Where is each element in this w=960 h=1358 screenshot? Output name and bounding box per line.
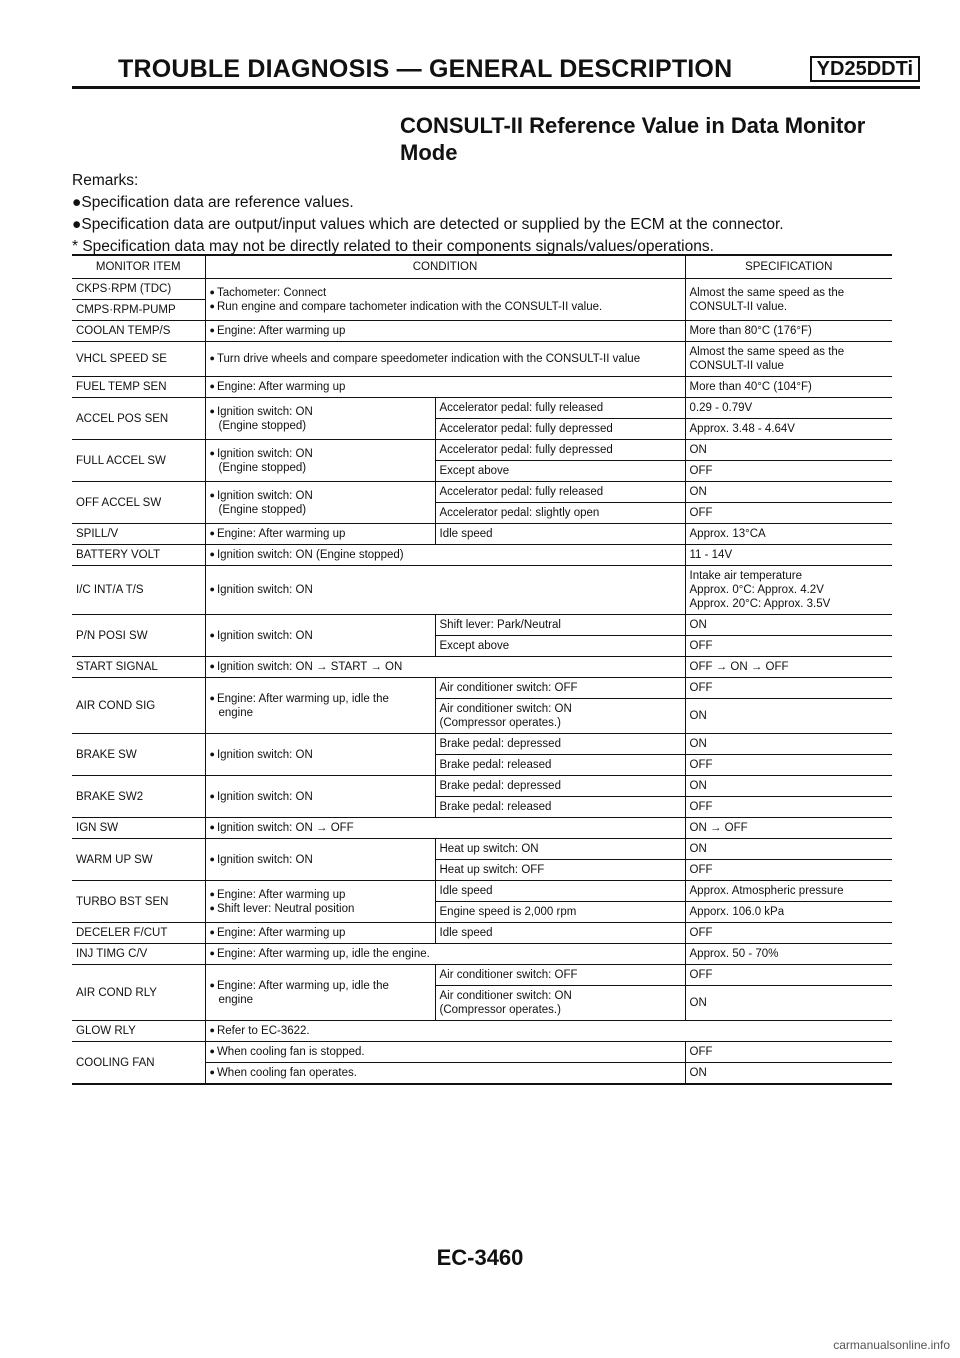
header-monitor-item: MONITOR ITEM [72,255,205,279]
table-row: CKPS·RPM (TDC) ● Tachometer: Connect ● Run engine and compare tachometer indication with the CONSULT-II value. Almost the same speed as the CONSULT-II value. [72,279,892,300]
page-number: EC-3460 [436,1245,524,1270]
table-row: GLOW RLY ● Refer to EC-3622. [72,1021,892,1042]
table-row: FUEL TEMP SEN ● Engine: After warming up More than 40°C (104°F) [72,377,892,398]
header-title: TROUBLE DIAGNOSIS — GENERAL DESCRIPTION [118,55,733,83]
remark-item: ●Specification data are reference values. [72,194,354,211]
table-row: WARM UP SW ● Ignition switch: ON Heat up switch: ON ON [72,839,892,860]
table-row: BRAKE SW2 ● Ignition switch: ON Brake pedal: depressed ON [72,776,892,797]
table-row: Except above OFF [72,636,892,657]
table-row: BATTERY VOLT ● Ignition switch: ON (Engine stopped) 11 - 14V [72,545,892,566]
page-header [72,52,920,89]
table-row: CMPS·RPM-PUMP [72,300,892,321]
table-row: I/C INT/A T/S ● Ignition switch: ON Intake air temperature Approx. 0°C: Approx. 4.2V Approx. 20°C: Approx. 3.5V [72,566,892,615]
table-row: BRAKE SW ● Ignition switch: ON Brake pedal: depressed ON [72,734,892,755]
table-row: COOLING FAN ● When cooling fan is stopped. OFF [72,1042,892,1063]
engine-code-tag: YD25DDTi [810,56,920,82]
table-row: VHCL SPEED SE ● Turn drive wheels and compare speedometer indication with the CONSULT-II value Almost the same speed as the CONSULT-II value [72,342,892,377]
table-row: ● When cooling fan operates. ON [72,1063,892,1085]
table-row: Engine speed is 2,000 rpm Apporx. 106.0 kPa [72,902,892,923]
table-row: Air conditioner switch: ON (Compressor operates.) ON [72,986,892,1021]
table-row: SPILL/V ● Engine: After warming up Idle speed Approx. 13°CA [72,524,892,545]
reference-value-table [72,254,892,1085]
table-row: OFF ACCEL SW ● Ignition switch: ON (Engine stopped) Accelerator pedal: fully released ON [72,482,892,503]
section-title: CONSULT-II Reference Value in Data Monitor Mode [400,113,866,165]
header-specification: SPECIFICATION [685,255,892,279]
table-row: Heat up switch: OFF OFF [72,860,892,881]
table-header-row [72,255,892,279]
table-row: Brake pedal: released OFF [72,797,892,818]
remarks [72,170,932,258]
table-row: INJ TIMG C/V ● Engine: After warming up, idle the engine. Approx. 50 - 70% [72,944,892,965]
table-row: Accelerator pedal: slightly open OFF [72,503,892,524]
table-row: ACCEL POS SEN ● Ignition switch: ON (Engine stopped) Accelerator pedal: fully released 0.29 - 0.79V [72,398,892,419]
header-condition: CONDITION [205,255,685,279]
table-row: Brake pedal: released OFF [72,755,892,776]
remarks-heading: Remarks: [72,172,139,189]
remark-item: * Specification data may not be directly related to their components signals/values/operations. [72,238,714,255]
table-row: TURBO BST SEN ● Engine: After warming up ● Shift lever: Neutral position Idle speed Approx. Atmospheric pressure [72,881,892,902]
table-row: P/N POSI SW ● Ignition switch: ON Shift lever: Park/Neutral ON [72,615,892,636]
table-row: IGN SW ● Ignition switch: ON → OFF ON → OFF [72,818,892,839]
table-row: START SIGNAL ● Ignition switch: ON → START → ON OFF → ON → OFF [72,657,892,678]
table-row: AIR COND SIG ● Engine: After warming up, idle the engine Air conditioner switch: OFF OFF [72,678,892,699]
table-row: DECELER F/CUT ● Engine: After warming up Idle speed OFF [72,923,892,944]
remark-item: ●Specification data are output/input values which are detected or supplied by the ECM at the connector. [72,216,784,233]
table-row: COOLAN TEMP/S ● Engine: After warming up More than 80°C (176°F) [72,321,892,342]
table-row: Accelerator pedal: fully depressed Approx. 3.48 - 4.64V [72,419,892,440]
table-row: AIR COND RLY ● Engine: After warming up, idle the engine Air conditioner switch: OFF OFF [72,965,892,986]
table-row: FULL ACCEL SW ● Ignition switch: ON (Engine stopped) Accelerator pedal: fully depressed ON [72,440,892,461]
table-row: Air conditioner switch: ON (Compressor operates.) ON [72,699,892,734]
watermark: carmanualsonline.info [833,1338,950,1352]
table-row: Except above OFF [72,461,892,482]
